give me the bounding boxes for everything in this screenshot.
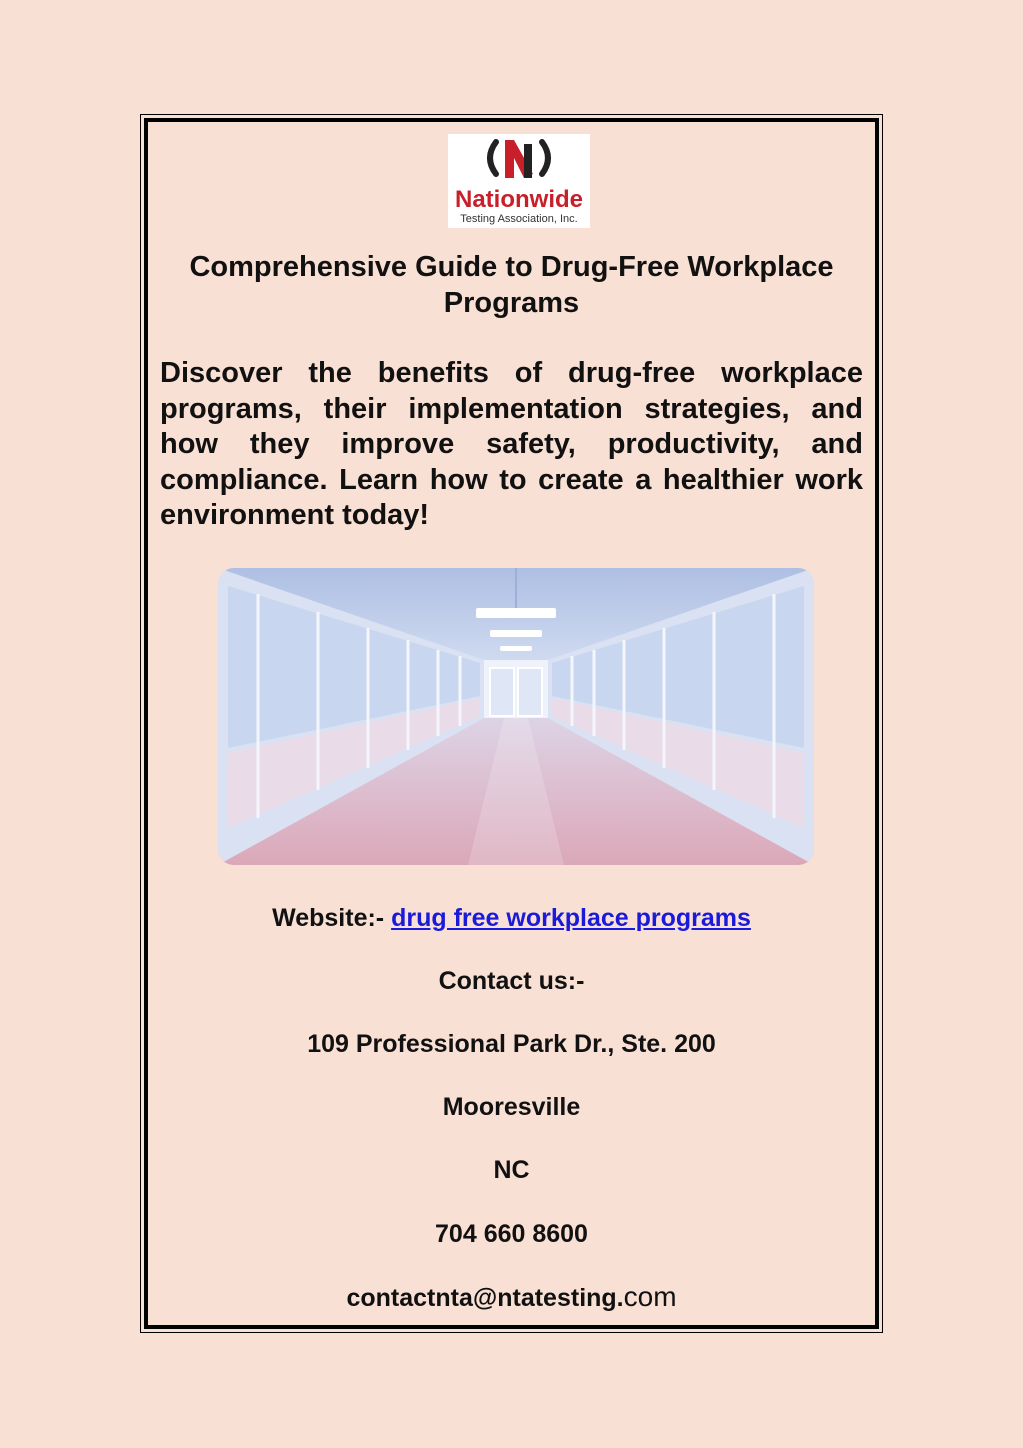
logo-graphic xyxy=(448,134,590,228)
website-label: Website:- xyxy=(272,904,385,932)
contact-heading: Contact us:- xyxy=(438,967,585,995)
contact-email-tail: com xyxy=(623,1281,677,1312)
contact-city: Mooresville xyxy=(442,1093,581,1121)
contact-phone: 704 660 8600 xyxy=(435,1220,588,1248)
website-link[interactable]: drug free workplace programs xyxy=(391,904,751,932)
logo-brand-sub: Testing Association, Inc. xyxy=(460,213,578,225)
logo-brand-name: Nationwide xyxy=(454,186,584,213)
page-title: Comprehensive Guide to Drug-Free Workplace Programs xyxy=(189,251,834,319)
document-frame-inner-border xyxy=(144,118,879,1329)
contact-address: 109 Professional Park Dr., Ste. 200 xyxy=(307,1030,716,1058)
contact-state: NC xyxy=(493,1156,530,1184)
website-line xyxy=(148,903,875,933)
contact-email xyxy=(148,1282,875,1313)
description-paragraph: Discover the benefits of drug-free workplace programs, their implementation strategies, and how they improve safety, productivity, and compliance. Learn how to create a healthier work environment today! xyxy=(160,357,863,531)
contact-email-main: contactnta@ntatesting. xyxy=(346,1284,624,1312)
document-frame xyxy=(140,114,883,1333)
cleanroom-corridor-image xyxy=(218,568,814,865)
nationwide-logo xyxy=(448,134,590,228)
